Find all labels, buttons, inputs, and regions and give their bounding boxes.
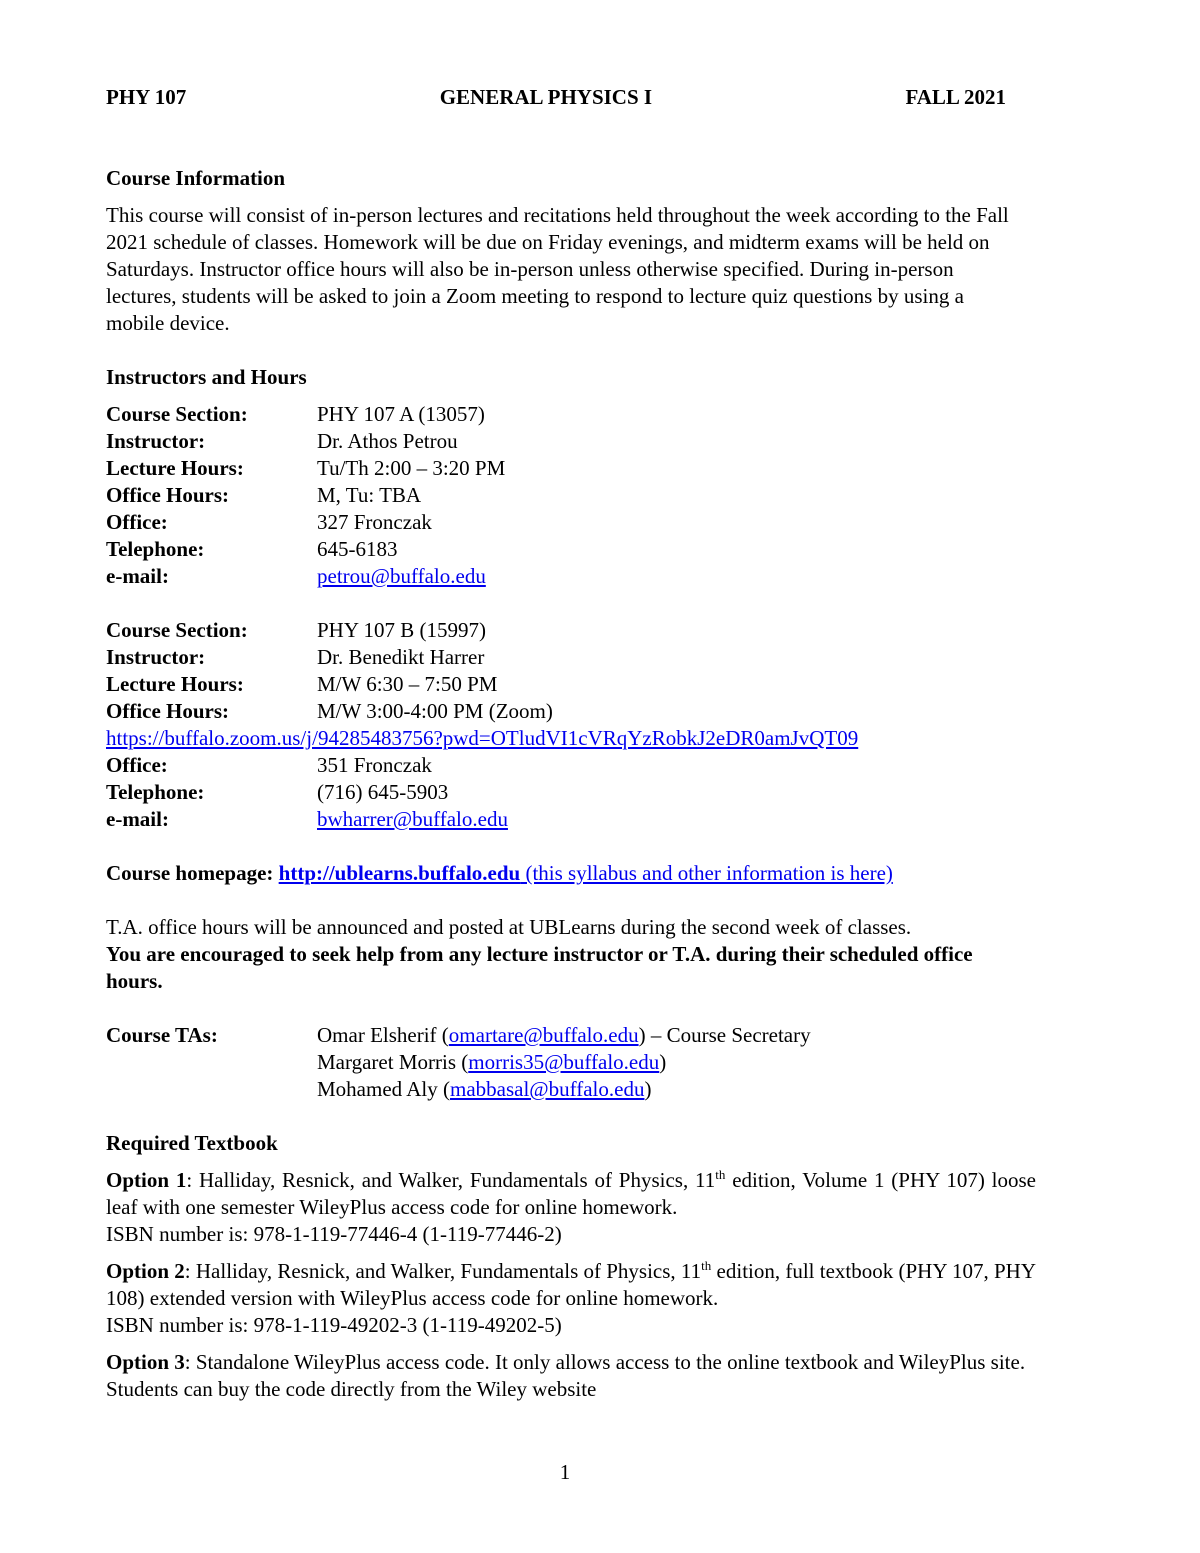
ta-notice-bold: You are encouraged to seek help from any lecture instructor or T.A. during their scheduled office hours. bbox=[106, 942, 973, 993]
section-b-zoom-link[interactable]: https://buffalo.zoom.us/j/94285483756?pwd=OTludVI1cVRqYzRobkJ2eDR0amJvQT09 bbox=[106, 726, 859, 750]
textbook-option-1: Option 1: Halliday, Resnick, and Walker, Fundamentals of Physics, 11th edition, Volume 1 (PHY 107) loose leaf with one semester WileyPlus access code for online homework. ISBN number is: 978-1-119-77446-4 (1-119-77446-2) bbox=[106, 1167, 1036, 1246]
homepage-label: Course homepage: bbox=[106, 861, 274, 885]
section-b-section-row bbox=[106, 617, 1036, 644]
section-b-office-row bbox=[106, 752, 1036, 779]
telephone-label: Telephone: bbox=[106, 537, 205, 561]
section-a-office: 327 Fronczak bbox=[317, 510, 432, 534]
section-b-office: 351 Fronczak bbox=[317, 753, 432, 777]
section-a-telephone-row bbox=[106, 536, 1036, 563]
section-a-telephone: 645-6183 bbox=[317, 537, 398, 561]
section-a-office-hours: M, Tu: TBA bbox=[317, 483, 422, 507]
tas-label: Course TAs: bbox=[106, 1023, 218, 1047]
section-b-instructor-row bbox=[106, 644, 1036, 671]
section-label: Course Section: bbox=[106, 402, 248, 426]
course-info-heading: Course Information bbox=[106, 166, 286, 190]
homepage-link[interactable]: http://ublearns.buffalo.edu bbox=[278, 861, 521, 885]
option-2-isbn: ISBN number is: 978-1-119-49202-3 (1-119-49202-5) bbox=[106, 1313, 562, 1337]
instructor-label: Instructor: bbox=[106, 645, 206, 669]
syllabus-page bbox=[106, 84, 1036, 1403]
section-a-email-link[interactable]: petrou@buffalo.edu bbox=[317, 564, 486, 588]
lecture-label: Lecture Hours: bbox=[106, 672, 244, 696]
ta-email-link[interactable]: omartare@buffalo.edu bbox=[448, 1023, 639, 1047]
section-b-telephone-row bbox=[106, 779, 1036, 806]
term: FALL 2021 bbox=[905, 85, 1006, 109]
section-a-lecture-row bbox=[106, 455, 1036, 482]
course-code: PHY 107 bbox=[106, 85, 187, 109]
textbook-option-3: Option 3: Standalone WileyPlus access code. It only allows access to the online textbook and WileyPlus site. Students can buy the code directly from the Wiley website bbox=[106, 1350, 1026, 1401]
section-b-telephone: (716) 645-5903 bbox=[317, 780, 449, 804]
ta-email-link[interactable]: morris35@buffalo.edu bbox=[468, 1050, 660, 1074]
office-hours-label: Office Hours: bbox=[106, 699, 230, 723]
document-header bbox=[106, 84, 1006, 111]
section-a-lecture: Tu/Th 2:00 – 3:20 PM bbox=[317, 456, 506, 480]
instructor-label: Instructor: bbox=[106, 429, 206, 453]
office-hours-label: Office Hours: bbox=[106, 483, 230, 507]
section-a-instructor-row bbox=[106, 428, 1036, 455]
section-b-lecture-row bbox=[106, 671, 1036, 698]
ta-row: Mohamed Aly (mabbasal@buffalo.edu) bbox=[317, 1077, 652, 1101]
section-a-value: PHY 107 A (13057) bbox=[317, 402, 485, 426]
ta-row: Omar Elsherif (omartare@buffalo.edu) – Course Secretary bbox=[317, 1023, 811, 1047]
course-title: GENERAL PHYSICS I bbox=[439, 85, 653, 109]
ta-notice-text: T.A. office hours will be announced and posted at UBLearns during the second week of classes. bbox=[106, 915, 912, 939]
section-a-instructor: Dr. Athos Petrou bbox=[317, 429, 458, 453]
section-a-office-row bbox=[106, 509, 1036, 536]
ta-row: Margaret Morris (morris35@buffalo.edu) bbox=[317, 1050, 667, 1074]
option-1-isbn: ISBN number is: 978-1-119-77446-4 (1-119-77446-2) bbox=[106, 1222, 562, 1246]
section-a-office-hours-row bbox=[106, 482, 1036, 509]
section-b-email-row bbox=[106, 806, 1036, 833]
section-a-section-row bbox=[106, 401, 1036, 428]
section-a-email-row bbox=[106, 563, 1036, 590]
ta-email-link[interactable]: mabbasal@buffalo.edu bbox=[449, 1077, 645, 1101]
section-b-lecture: M/W 6:30 – 7:50 PM bbox=[317, 672, 498, 696]
course-homepage-line bbox=[106, 860, 1036, 887]
section-label: Course Section: bbox=[106, 618, 248, 642]
ta-notice bbox=[106, 914, 1036, 995]
lecture-label: Lecture Hours: bbox=[106, 456, 244, 480]
section-b-block bbox=[106, 617, 1036, 833]
section-b-office-hours: M/W 3:00-4:00 PM (Zoom) bbox=[317, 699, 553, 723]
page-number: 1 bbox=[559, 1460, 571, 1484]
section-b-instructor: Dr. Benedikt Harrer bbox=[317, 645, 485, 669]
textbook-option-2: Option 2: Halliday, Resnick, and Walker, Fundamentals of Physics, 11th edition, full textbook (PHY 107, PHY 108) extended version with WileyPlus access code for online homework. ISBN number is: 978-1-119-49202-3 (1-119-49202-5) bbox=[106, 1258, 1036, 1337]
course-tas bbox=[106, 1022, 1036, 1103]
instructors-heading: Instructors and Hours bbox=[106, 365, 307, 389]
section-b-value: PHY 107 B (15997) bbox=[317, 618, 486, 642]
section-b-email-link[interactable]: bwharrer@buffalo.edu bbox=[317, 807, 508, 831]
course-info-text: This course will consist of in-person lectures and recitations held throughout the week according to the Fall 2021 schedule of classes. Homework will be due on Friday evenings, and midterm exams will be held on Saturdays. Instructor office hours will also be in-person unless otherwise specified. During in-person lectures, students will be asked to join a Zoom meeting to respond to lecture quiz questions by using a mobile device. bbox=[106, 203, 1009, 335]
homepage-note-link[interactable]: (this syllabus and other information is here) bbox=[520, 861, 893, 885]
email-label: e-mail: bbox=[106, 807, 169, 831]
textbook-heading: Required Textbook bbox=[106, 1131, 278, 1155]
office-label: Office: bbox=[106, 753, 168, 777]
office-label: Office: bbox=[106, 510, 168, 534]
section-b-office-hours-row bbox=[106, 698, 1036, 725]
email-label: e-mail: bbox=[106, 564, 169, 588]
section-a-block bbox=[106, 401, 1036, 590]
telephone-label: Telephone: bbox=[106, 780, 205, 804]
